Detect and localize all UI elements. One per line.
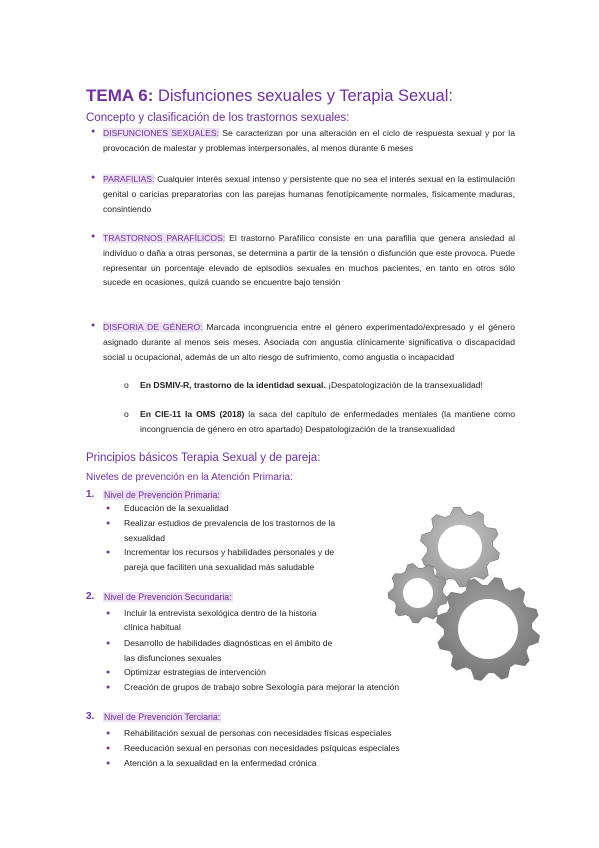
title-rest: Disfunciones sexuales y Terapia Sexual:: [153, 87, 453, 105]
term-label: DISFUNCIONES SEXUALES:: [103, 128, 219, 138]
sub-item-cie: [140, 407, 515, 437]
item-trastornos-parafilicos: [103, 231, 515, 290]
list-item: Realizar estudios de prevalencia de los trastornos de la: [124, 518, 336, 528]
list-item: Creación de grupos de trabajo sobre Sexología para mejorar la atención: [124, 682, 400, 692]
title-tema: TEMA 6:: [86, 86, 154, 105]
list-item: Educación de la sexualidad: [124, 503, 229, 513]
sub-item-bold: En DSMIV-R, trastorno de la identidad sexual.: [140, 380, 326, 390]
section2-heading: Principios básicos Terapia Sexual y de pareja:: [86, 452, 321, 464]
bullet-icon: ●: [106, 760, 111, 767]
item-text: Marcada incongruencia entre el género experimentado/expresado y el género asignado durante al menos seis meses. Asociada con angustia clínicamente significativa o discapacidad social u ocupacional, además de un alto riesgo de sufrimiento, como angustia o incapacidad: [103, 322, 515, 362]
bullet-icon: ●: [106, 745, 111, 752]
bullet-icon: ●: [106, 684, 111, 691]
sub-marker: o: [124, 409, 129, 419]
item-parafilias: [103, 172, 515, 216]
list-item: Incluir la entrevista sexológica dentro de la historia: [124, 608, 317, 618]
section2-subheading: Niveles de prevención en la Atención Primaria:: [86, 472, 293, 483]
bullet-icon: [91, 323, 97, 329]
level-number: 2.: [86, 591, 95, 602]
bullet-icon: ●: [106, 730, 111, 737]
gears-diagram: [382, 505, 554, 685]
bullet-icon: ●: [106, 505, 111, 512]
bullet-icon: ●: [106, 640, 111, 647]
bullet-icon: [91, 129, 97, 135]
list-item: Optimizar estrategias de intervención: [124, 667, 266, 677]
term-label: PARAFILIAS:: [103, 174, 155, 184]
gear-label-prevencion: Prevención: [444, 546, 476, 552]
sub-marker: o: [124, 380, 129, 390]
sub-item-text: ¡Despatologización de la transexualidad!: [325, 380, 483, 390]
term-label: DISFORIA DE GÉNERO:: [103, 322, 203, 332]
bullet-icon: [91, 234, 97, 240]
level-title-terciaria: Nivel de Prevención Terciaria:: [104, 712, 221, 722]
item-text: Cualquier interés sexual intenso y persistente que no sea el interés sexual en la estimulación genital o caricias preparatorias con las parejas humanas fenotípicamente normales, físicamente maduras, consintiendo: [103, 174, 515, 214]
sub-item-text: la saca del capítulo de enfermedades mentales (la mantiene como incongruencia de género en otro apartado) Despatologización de la transexualidad: [140, 409, 516, 434]
list-item: Desarrollo de habilidades diagnósticas en el ámbito de: [124, 638, 333, 648]
sub-item-bold: En CIE-11 la OMS (2018): [140, 409, 245, 419]
gear-label-promocion: Promoción: [403, 593, 433, 599]
item-disforia: [103, 320, 515, 364]
level-number: 3.: [86, 711, 95, 722]
bullet-icon: ●: [106, 669, 111, 676]
bullet-icon: ●: [106, 520, 111, 527]
list-item: Rehabilitación sexual de personas con necesidades físicas especiales: [124, 728, 392, 738]
page-title: [86, 86, 453, 106]
sub-item-dsm: [140, 378, 515, 393]
list-item: sexualidad: [124, 533, 166, 543]
list-item: Atención a la sexualidad en la enfermedad crónica: [124, 758, 317, 768]
bullet-icon: ●: [106, 610, 111, 617]
list-item: clínica habitual: [124, 622, 181, 632]
bullet-icon: ●: [106, 549, 111, 556]
level-title-primaria: Nivel de Prevención Primaria:: [104, 490, 220, 500]
list-item: Reeducación sexual en personas con necesidades psíquicas especiales: [124, 743, 400, 753]
item-disfunciones: [103, 126, 515, 156]
gear-label-educacion: Educación: [473, 626, 503, 632]
term-label: TRASTORNOS PARAFÍLICOS:: [103, 233, 226, 243]
item-text: Se caracterizan por una alteración en el ciclo de respuesta sexual y por la provocación de malestar y problemas interpersonales, al menos durante 6 meses: [103, 128, 515, 153]
list-item: pareja que faciliten una sexualidad más saludable: [124, 562, 315, 572]
item-text: El trastorno Parafílico consiste en una parafilia que genera ansiedad al individuo o daña a otras personas, se determina a partir de la tensión o disfunción que este provoca. Puede representar un porcentaje elevado de episodios sexuales en muchos pacientes, en tanto en otros sólo sucede en ocasiones, quizá cuando se encuentre bajo tensión: [103, 233, 516, 288]
level-title-secundaria: Nivel de Prevención Secundaria:: [104, 592, 232, 602]
bullet-icon: [91, 175, 97, 181]
list-item: Incrementar los recursos y habilidades personales y de: [124, 547, 335, 557]
list-item: las disfunciones sexuales: [124, 653, 222, 663]
section1-heading: Concepto y clasificación de los trastornos sexuales:: [86, 112, 350, 124]
level-number: 1.: [86, 489, 95, 500]
